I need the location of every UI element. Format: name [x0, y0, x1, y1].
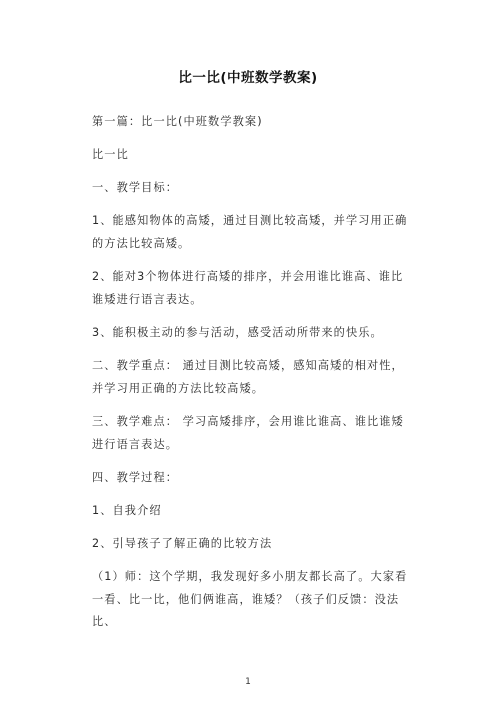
paragraph-goal-3: 3、能积极主动的参与活动，感受活动所带来的快乐。 — [92, 326, 383, 339]
paragraph-step-1: 1、自我介绍 — [92, 504, 162, 517]
paragraph-lesson-name: 比一比 — [92, 148, 129, 161]
paragraph-process-heading: 四、教学过程： — [92, 471, 179, 484]
paragraph-goal-2: 2、能对3个物体进行高矮的排序，并会用谁比谁高、谁比谁矮进行语言表达。 — [92, 270, 404, 306]
paragraph-section-heading: 第一篇：比一比(中班数学教案) — [92, 115, 263, 128]
paragraph-difficulties: 三、教学难点： 学习高矮排序，会用谁比谁高、谁比谁矮进行语言表达。 — [92, 415, 404, 451]
paragraph-key-points: 二、教学重点： 通过目测比较高矮，感知高矮的相对性，并学习用正确的方法比较高矮。 — [92, 359, 404, 395]
paragraph-goals-heading: 一、教学目标： — [92, 181, 179, 194]
paragraph-step-2: 2、引导孩子了解正确的比较方法 — [92, 537, 273, 550]
paragraph-step-2-1: （1）师：这个学期，我发现好多小朋友都长高了。大家看一看、比一比，他们俩谁高，谁矮？（孩子们反馈：没法比、 — [92, 570, 408, 628]
paragraph-goal-1: 1、能感知物体的高矮，通过目测比较高矮，并学习用正确的方法比较高矮。 — [92, 214, 408, 250]
page-number: 1 — [245, 677, 251, 687]
document-title: 比一比(中班数学教案) — [178, 70, 318, 86]
